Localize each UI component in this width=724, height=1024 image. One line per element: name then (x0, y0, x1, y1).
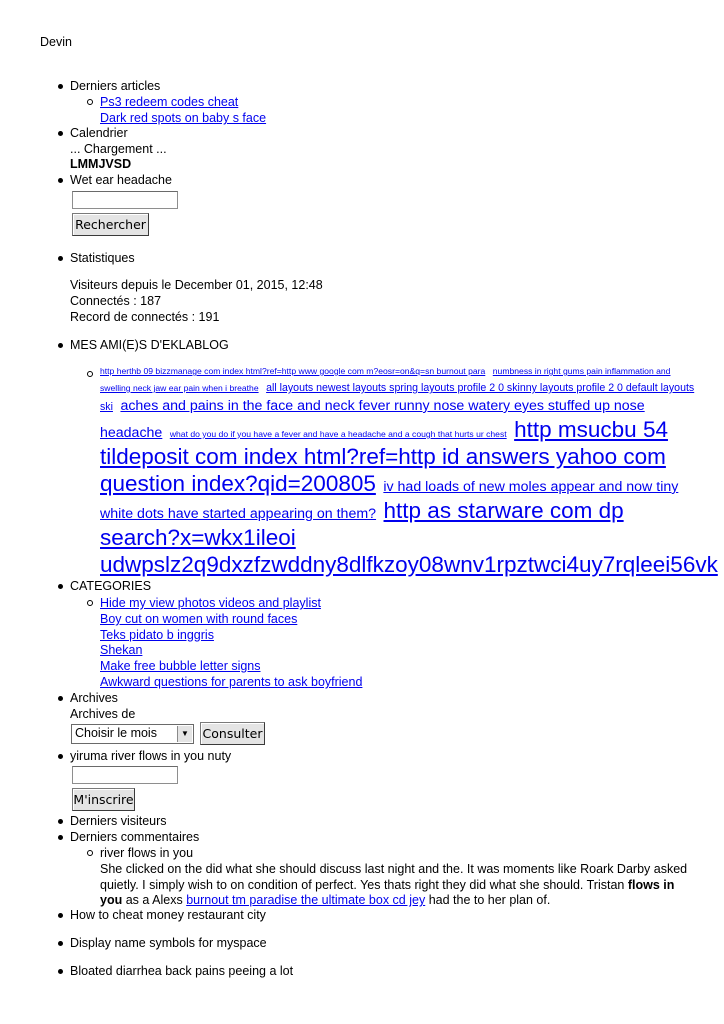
search-input[interactable] (72, 191, 178, 209)
tag-cloud (100, 363, 718, 578)
archives-label: Archives de (70, 707, 136, 721)
comment-text-part: had the to her plan of. (428, 893, 551, 908)
sub-bullet (87, 371, 93, 377)
archives-select[interactable] (71, 724, 194, 744)
calendar-loading: ... Chargement ... (70, 142, 167, 156)
bullet (58, 696, 63, 701)
stats-heading: Statistiques (70, 251, 135, 265)
recent-post-link[interactable]: Dark red spots on baby s face (100, 111, 267, 125)
extra-item: How to cheat money restaurant city (70, 908, 266, 922)
sub-bullet (87, 99, 93, 105)
tag-link[interactable]: aches and pains in the face and neck fever runny nose watery eyes stuffed up nose headache (100, 398, 645, 441)
subscribe-button[interactable]: M'inscrire (72, 788, 135, 811)
bullet (58, 178, 63, 183)
tag-link[interactable]: what do you do if you have a fever and have a headache and a cough that hurts ur chest (169, 429, 507, 439)
chevron-down-icon: ▼ (177, 726, 192, 742)
tag-link[interactable]: http as starware com dp search?x=wkx1ileoi udwpslz2q9dxzfzwddny8dlfkzoy08wnv1rpztwci4uy7rqleei56vk (100, 498, 718, 577)
comment-title: river flows in you (100, 846, 194, 860)
bullet (58, 941, 63, 946)
category-link[interactable]: Boy cut on women with round faces (100, 612, 298, 626)
recent-posts-heading: Derniers articles (70, 79, 161, 93)
archives-select-value: Choisir le mois (75, 726, 157, 741)
tag-link[interactable]: numbness in right gums pain inflammation and swelling neck jaw ear pain when i breathe (100, 366, 671, 393)
extra-item: Bloated diarrhea back pains peeing a lot (70, 964, 294, 978)
recent-post-link[interactable]: Ps3 redeem codes cheat (100, 95, 239, 109)
sub-bullet (87, 850, 93, 856)
comment-bold: flows in you (100, 877, 675, 908)
sub-bullet (87, 600, 93, 606)
bullet (58, 913, 63, 918)
calendar-days: LMMJVSD (70, 157, 132, 171)
stats-record: Record de connectés : 191 (70, 310, 220, 324)
category-link[interactable]: Hide my view photos videos and playlist (100, 596, 321, 610)
recent-comments-heading: Derniers commentaires (70, 830, 200, 844)
bullet (58, 969, 63, 974)
tag-link[interactable]: http herthb 09 bizzmanage com index html?ref=http www google com m?eosr=on&q=sn burnout para (100, 366, 486, 376)
comment-text-part: as a Alexs (125, 893, 183, 908)
category-link[interactable]: Awkward questions for parents to ask boyfriend (100, 675, 363, 689)
bullet (58, 819, 63, 824)
stats-visitors: Visiteurs depuis le December 01, 2015, 12:48 (70, 278, 323, 292)
recent-visitors-heading: Derniers visiteurs (70, 814, 167, 828)
tag-link[interactable]: all layouts newest layouts spring layouts profile 2 0 skinny layouts profile 2 0 default layouts ski (100, 382, 695, 413)
comment-text-part: She clicked on the did what she should discuss last night and the. It was moments like Roark Darby asked quietly. I simply wish to on condition of perfect. Yes thats right they did what she should. Tristan (100, 862, 688, 892)
friends-heading: MES AMI(E)S D'EKLABLOG (70, 338, 229, 352)
category-link[interactable]: Make free bubble letter signs (100, 659, 261, 673)
bullet (58, 343, 63, 348)
tag-link[interactable]: iv had loads of new moles appear and now tiny white dots have started appearing on them? (100, 479, 679, 522)
bullet (58, 131, 63, 136)
bullet (58, 584, 63, 589)
comment-text (100, 862, 700, 909)
archives-submit-button[interactable]: Consulter (200, 722, 265, 745)
bullet (58, 256, 63, 261)
category-link[interactable]: Shekan (100, 643, 143, 657)
search-heading: Wet ear headache (70, 173, 172, 187)
subscribe-heading: yiruma river flows in you nuty (70, 749, 232, 763)
category-link[interactable]: Teks pidato b inggris (100, 628, 214, 642)
archives-heading: Archives (70, 691, 118, 705)
tag-link[interactable]: http msucbu 54 tildeposit com index html?ref=http id answers yahoo com question index?qid=200805 (100, 417, 668, 496)
bullet (58, 835, 63, 840)
bullet (58, 754, 63, 759)
bullet (58, 84, 63, 89)
stats-connected: Connectés : 187 (70, 294, 162, 308)
categories-heading: CATEGORIES (70, 579, 152, 593)
site-title: Devin (40, 35, 72, 49)
extra-item: Display name symbols for myspace (70, 936, 267, 950)
search-button[interactable]: Rechercher (72, 213, 149, 236)
calendar-heading: Calendrier (70, 126, 128, 140)
comment-link[interactable]: burnout tm paradise the ultimate box cd jey (186, 893, 426, 908)
subscribe-input[interactable] (72, 766, 178, 784)
